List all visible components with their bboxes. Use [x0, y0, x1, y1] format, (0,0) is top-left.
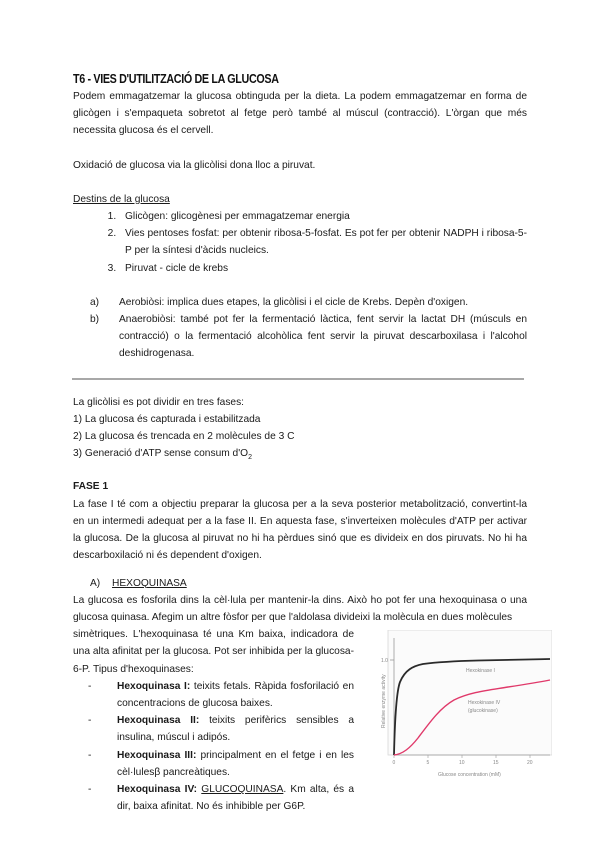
svg-text:Relative enzyme activity: Relative enzyme activity [381, 674, 387, 729]
list-item: - Hexoquinasa I: teixits fetals. Ràpida fosforilació en concentracions de glucosa baixes. [88, 680, 354, 709]
list-item: a) Aerobiòsi: implica dues etapes, la glicòlisi i el cicle de Krebs. Depèn d'oxigen. [90, 296, 469, 308]
horizontal-divider [72, 378, 524, 380]
phases-intro: La glicòlisi es pot dividir en tres fases: [73, 396, 245, 408]
intro-paragraph: Podem emmagatzemar la glucosa obtinguda per la dieta. La podem emmagatzemar en forma de glicògen i s'empaqueta sobretot al fetge però també al múscul (contracció). L'òrgan que més necessita glucosa és el cervell. [73, 91, 527, 137]
phase-item: 3) Generació d'ATP sense consum $d'O_2$ [73, 448, 252, 462]
oxidation-paragraph: Oxidació de glucosa via la glicòlisi dona lloc a piruvat. [73, 159, 316, 171]
svg-text:Glucose concentration (mM): Glucose concentration (mM) [438, 772, 501, 779]
svg-text:Hexokinase I: Hexokinase I [466, 668, 495, 675]
fase1-heading: FASE 1 [73, 481, 109, 493]
enzyme-activity-chart [378, 630, 552, 803]
svg-text:1.0: 1.0 [381, 658, 388, 665]
svg-text:10: 10 [459, 760, 465, 767]
list-item: 1. Glicògen: glicogènesi per emmagatzemar energia [119, 208, 527, 225]
hexoquinasa-wrapped-paragraph: simètriques. L'hexoquinasa té una Km baixa, indicadora de una alta afinitat per la glucosa. Pot ser inhibida per la glucosa-6-P. Tipus d'hexoquinases: [73, 629, 354, 675]
list-item: 3. Piruvat - cicle de krebs [119, 260, 527, 277]
destins-heading: Destins de la glucosa [73, 193, 170, 205]
svg-text:(glucokinase): (glucokinase) [468, 708, 498, 715]
hexoquinasa-types-list [73, 678, 354, 816]
svg-text:Hexokinase IV: Hexokinase IV [468, 700, 501, 707]
destins-list [73, 208, 527, 277]
phase-item: 2) La glucosa és trencada en 2 molècules de 3 C [73, 431, 295, 443]
list-item: - Hexoquinasa III: principalment en el fetge i en les cèl·lulesβ pancreàtiques. [88, 749, 355, 778]
hexoquinasa-paragraph: La glucosa es fosforila dins la cèl·lula per mantenir-la dins. Això ho pot fer una hexoquinasa o una glucosa quinasa. Afegim un altre fòsfor per que l'aldolasa divideixi la molècula en dues molècules [73, 594, 527, 623]
svg-text:20: 20 [527, 760, 533, 767]
svg-text:0: 0 [392, 760, 396, 767]
hexoquinasa-wrap-zone [73, 626, 533, 815]
page-title: T6 - VIES D'UTILITZACIÓ DE LA GLUCOSA [73, 72, 279, 86]
phase-item: 1) La glucosa és capturada i estabilitzada [73, 413, 261, 425]
list-item: - Hexoquinasa IV: GLUCOQUINASA. Km alta, és a dir, baixa afinitat. No és inhibible per G6P. [88, 783, 354, 813]
list-item: b) Anaerobiòsi: també pot fer la fermentació làctica, fent servir la lactat DH (músculs en contracció) o la fermentació alcohòlica fent servir la piruvat descarboxilasa i l'alcohol deshidrogenasa. [90, 314, 527, 360]
document-page [73, 72, 533, 815]
svg-text:15: 15 [493, 760, 499, 767]
modes-list [73, 294, 527, 363]
hexoquinasa-heading: A) HEXOQUINASA [90, 577, 187, 589]
list-item: 2. Vies pentoses fosfat: per obtenir ribosa-5-fosfat. Es pot fer per obtenir NADPH i ribosa-5-P per la síntesi d'àcids nucleics. [119, 225, 527, 259]
fase1-paragraph: La fase I té com a objectiu preparar la glucosa per a la seva posterior metabolització, convertint-la en un intermedi adequat per a la fase II. En aquesta fase, s'inverteixen molècules d'ATP per activar la glucosa. De la glucosa al piruvat no hi ha pèrdues sinó que es divideix en dos piruvats. No hi ha descarboxilació ni és dependent d'oxigen. [73, 498, 527, 562]
chart-svg [378, 630, 552, 803]
list-item: - Hexoquinasa II: teixits perifèrics sensibles a insulina, múscul i adipós. [88, 715, 355, 744]
svg-text:5: 5 [426, 760, 430, 767]
